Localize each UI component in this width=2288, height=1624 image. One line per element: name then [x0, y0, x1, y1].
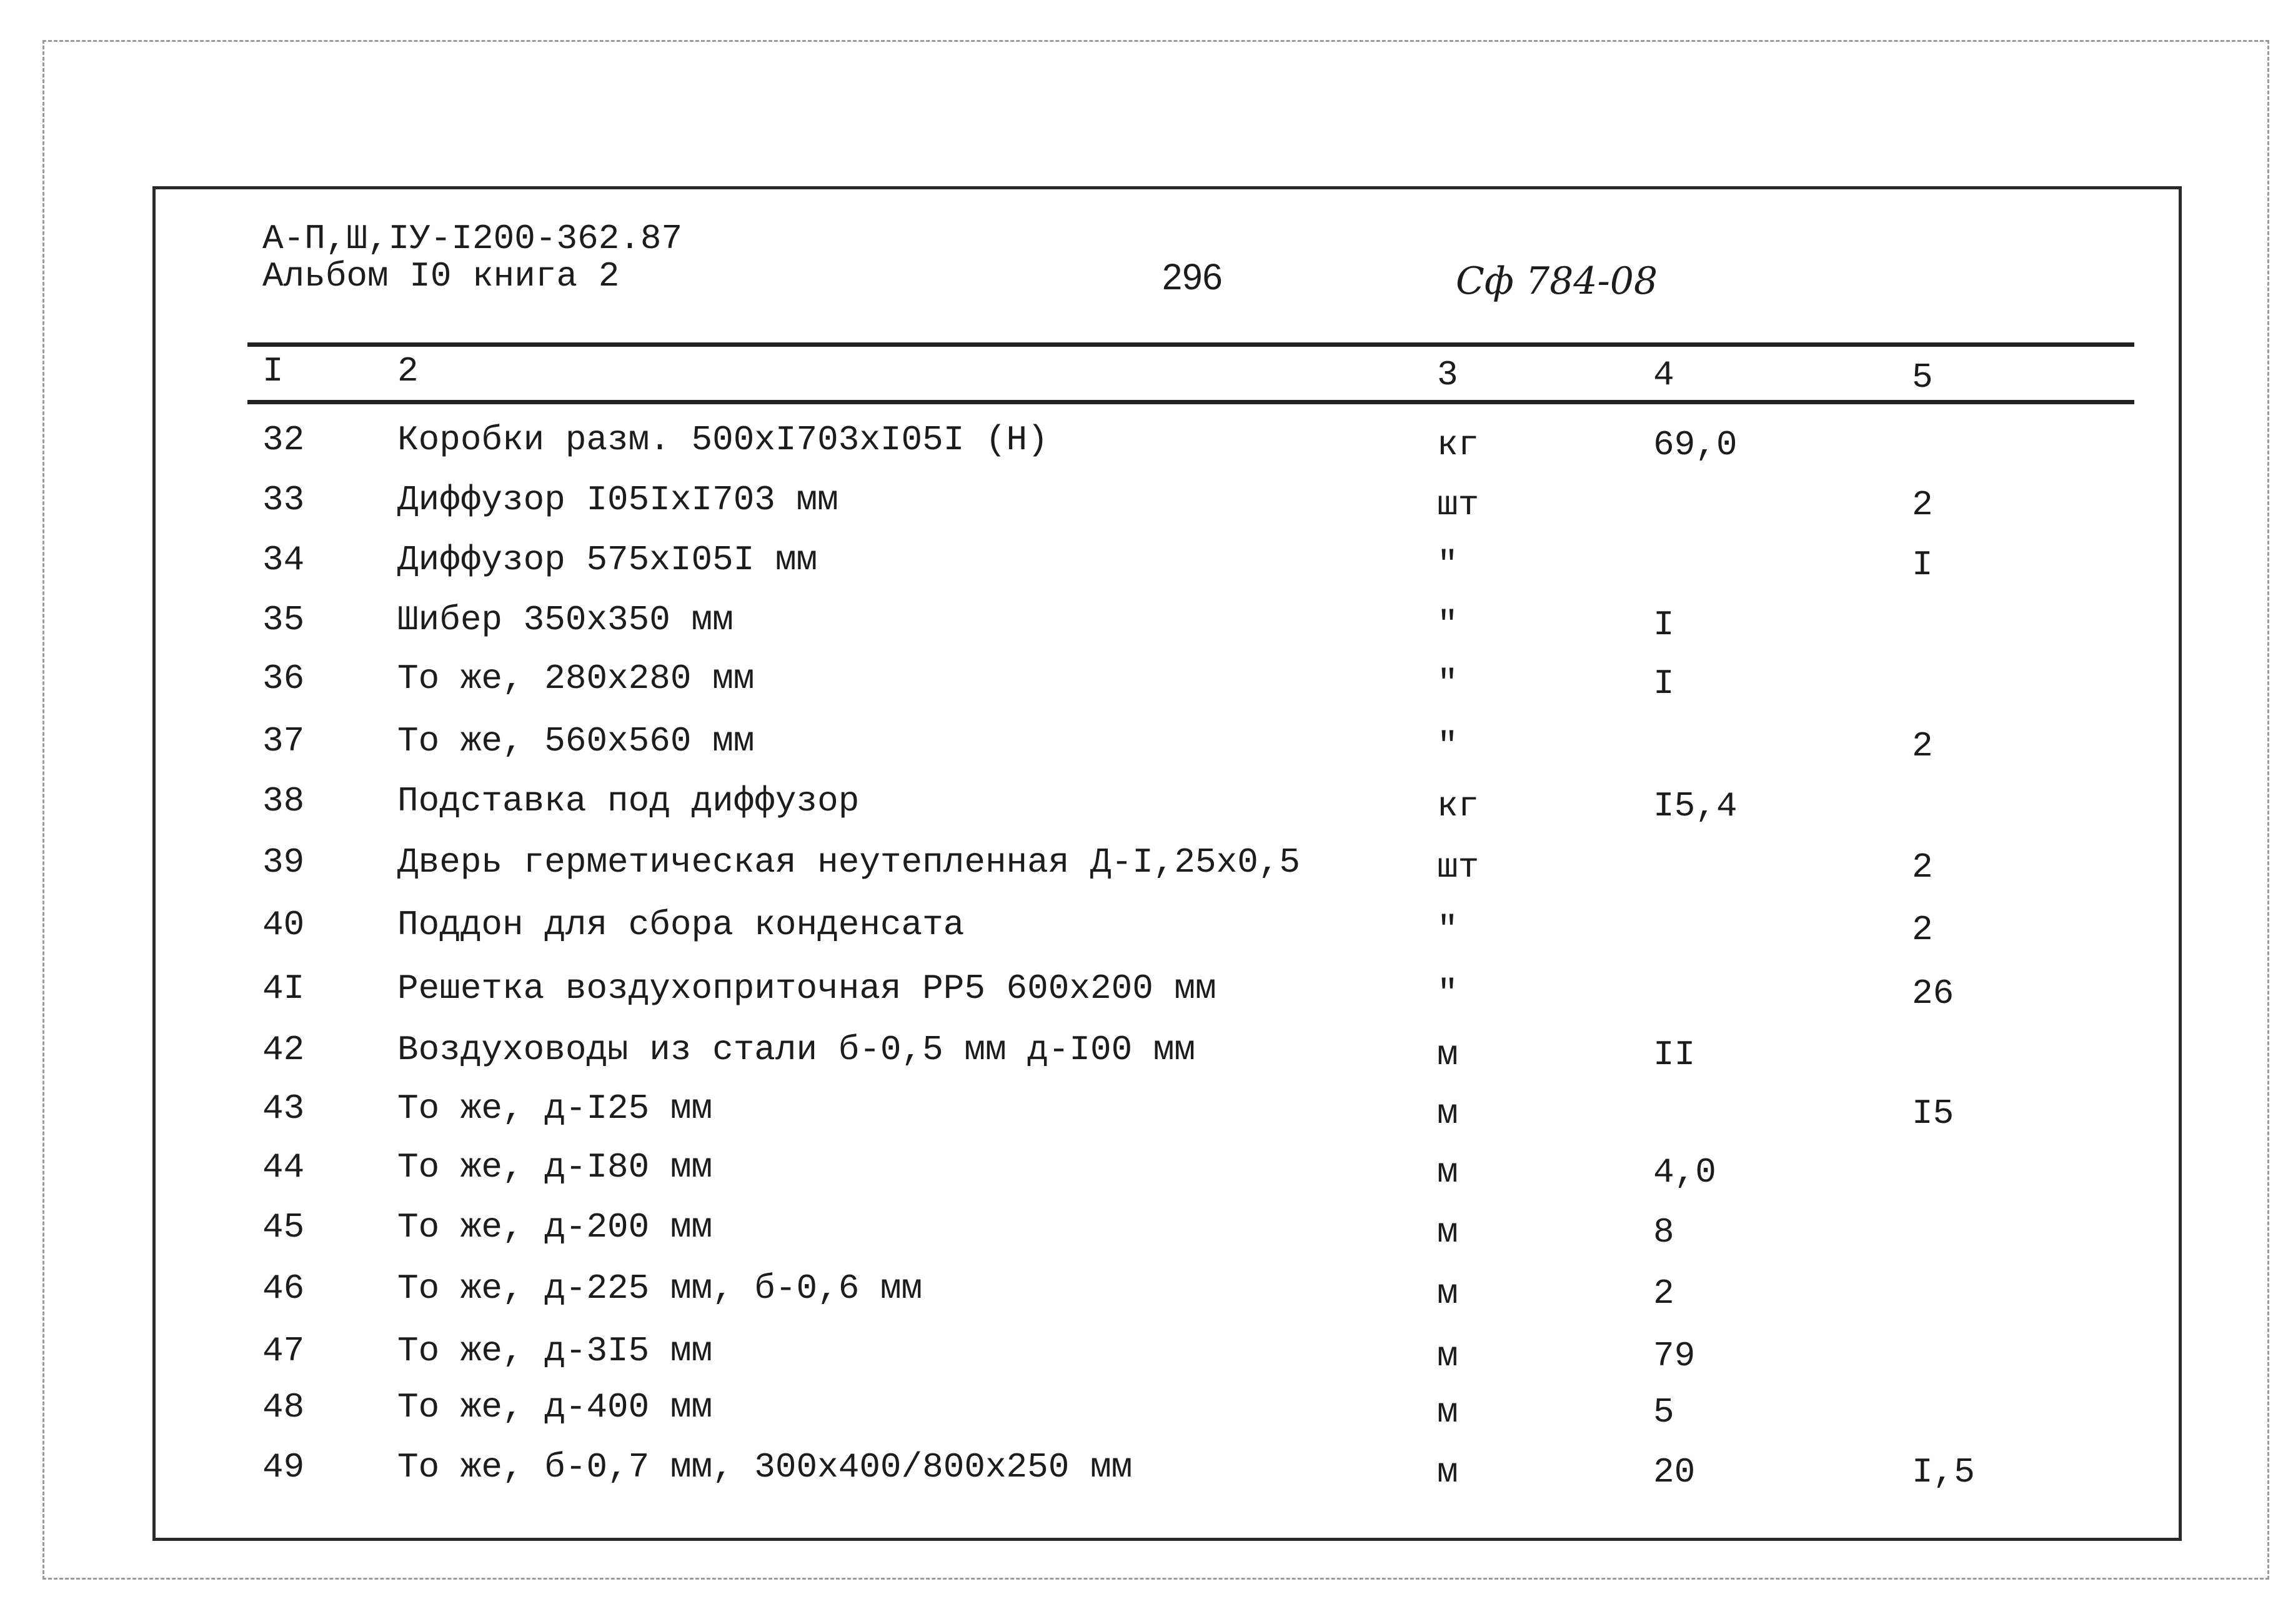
- row-number: 32: [262, 420, 305, 460]
- item-quantity-col4: 4,0: [1653, 1152, 1716, 1192]
- row-number: 45: [262, 1207, 305, 1247]
- row-number: 35: [262, 600, 305, 640]
- item-quantity-col4: 69,0: [1653, 425, 1738, 465]
- item-unit: ": [1437, 605, 1458, 645]
- item-name: То же, д-I80 мм: [397, 1147, 713, 1187]
- item-unit: м: [1437, 1152, 1458, 1192]
- item-quantity-col5: I,5: [1912, 1452, 1975, 1492]
- item-quantity-col4: 8: [1653, 1212, 1674, 1252]
- item-name: Дверь герметическая неутепленная Д-I,25х0,5: [397, 842, 1301, 882]
- column-header-5: 5: [1912, 357, 1933, 397]
- item-unit: ": [1437, 910, 1458, 950]
- row-number: 43: [262, 1088, 305, 1128]
- item-unit: м: [1437, 1035, 1458, 1075]
- item-quantity-col4: I5,4: [1653, 786, 1738, 826]
- row-number: 39: [262, 842, 305, 882]
- item-name: То же, 560х560 мм: [397, 721, 755, 761]
- item-name: Воздуховоды из стали б-0,5 мм д-I00 мм: [397, 1030, 1196, 1070]
- item-name: Решетка воздухоприточная РР5 600х200 мм: [397, 969, 1216, 1009]
- table-header-rule: [247, 400, 2134, 404]
- item-quantity-col5: 26: [1912, 974, 1954, 1014]
- item-unit: ": [1437, 545, 1458, 585]
- item-unit: м: [1437, 1273, 1458, 1313]
- item-unit: кг: [1437, 425, 1480, 465]
- item-name: Диффузор 575хI05I мм: [397, 540, 818, 580]
- item-quantity-col5: I: [1912, 545, 1933, 585]
- table-top-rule: [247, 342, 2134, 347]
- handwritten-stamp: Сф 784-08: [1456, 259, 1658, 303]
- column-header-4: 4: [1653, 355, 1674, 395]
- item-quantity-col4: 2: [1653, 1273, 1674, 1313]
- row-number: 46: [262, 1268, 305, 1308]
- item-name: Подставка под диффузор: [397, 781, 860, 821]
- item-unit: м: [1437, 1093, 1458, 1133]
- item-name: Диффузор I05IхI703 мм: [397, 480, 838, 520]
- item-name: То же, д-400 мм: [397, 1387, 713, 1427]
- row-number: 4I: [262, 969, 305, 1009]
- item-unit: м: [1437, 1452, 1458, 1492]
- row-number: 34: [262, 540, 305, 580]
- item-quantity-col5: I5: [1912, 1093, 1954, 1133]
- page-number: 296: [1162, 257, 1223, 297]
- item-name: То же, д-225 мм, б-0,6 мм: [397, 1268, 923, 1308]
- row-number: 49: [262, 1447, 305, 1487]
- item-name: То же, д-200 мм: [397, 1207, 713, 1247]
- item-unit: ": [1437, 726, 1458, 766]
- item-quantity-col4: I: [1653, 605, 1674, 645]
- item-quantity-col5: 2: [1912, 910, 1933, 950]
- item-unit: м: [1437, 1392, 1458, 1432]
- item-unit: ": [1437, 664, 1458, 704]
- row-number: 42: [262, 1030, 305, 1070]
- column-header-1: I: [262, 351, 284, 391]
- document-code: А-П,Ш,IУ-I200-362.87: [262, 219, 683, 259]
- item-name: Коробки разм. 500хI703хI05I (Н): [397, 420, 1048, 460]
- row-number: 38: [262, 781, 305, 821]
- item-unit: шт: [1437, 485, 1480, 525]
- row-number: 33: [262, 480, 305, 520]
- item-unit: м: [1437, 1212, 1458, 1252]
- item-quantity-col5: 2: [1912, 485, 1933, 525]
- item-quantity-col4: 20: [1653, 1452, 1696, 1492]
- item-unit: м: [1437, 1336, 1458, 1376]
- item-quantity-col4: 5: [1653, 1392, 1674, 1432]
- row-number: 47: [262, 1331, 305, 1371]
- item-unit: кг: [1437, 786, 1480, 826]
- row-number: 37: [262, 721, 305, 761]
- column-header-3: 3: [1437, 355, 1458, 395]
- row-number: 40: [262, 905, 305, 945]
- item-name: Шибер 350х350 мм: [397, 600, 734, 640]
- item-quantity-col4: 79: [1653, 1336, 1696, 1376]
- item-unit: ": [1437, 974, 1458, 1014]
- item-quantity-col5: 2: [1912, 847, 1933, 887]
- row-number: 48: [262, 1387, 305, 1427]
- item-name: Поддон для сбора конденсата: [397, 905, 965, 945]
- item-name: То же, 280х280 мм: [397, 659, 755, 699]
- column-header-2: 2: [397, 351, 419, 391]
- item-name: То же, б-0,7 мм, 300х400/800х250 мм: [397, 1447, 1133, 1487]
- item-quantity-col5: 2: [1912, 726, 1933, 766]
- item-quantity-col4: I: [1653, 664, 1674, 704]
- item-name: То же, д-I25 мм: [397, 1088, 713, 1128]
- item-quantity-col4: II: [1653, 1035, 1696, 1075]
- row-number: 36: [262, 659, 305, 699]
- row-number: 44: [262, 1147, 305, 1187]
- item-unit: шт: [1437, 847, 1480, 887]
- item-name: То же, д-3I5 мм: [397, 1331, 713, 1371]
- album-label: Альбом I0 книга 2: [262, 256, 620, 296]
